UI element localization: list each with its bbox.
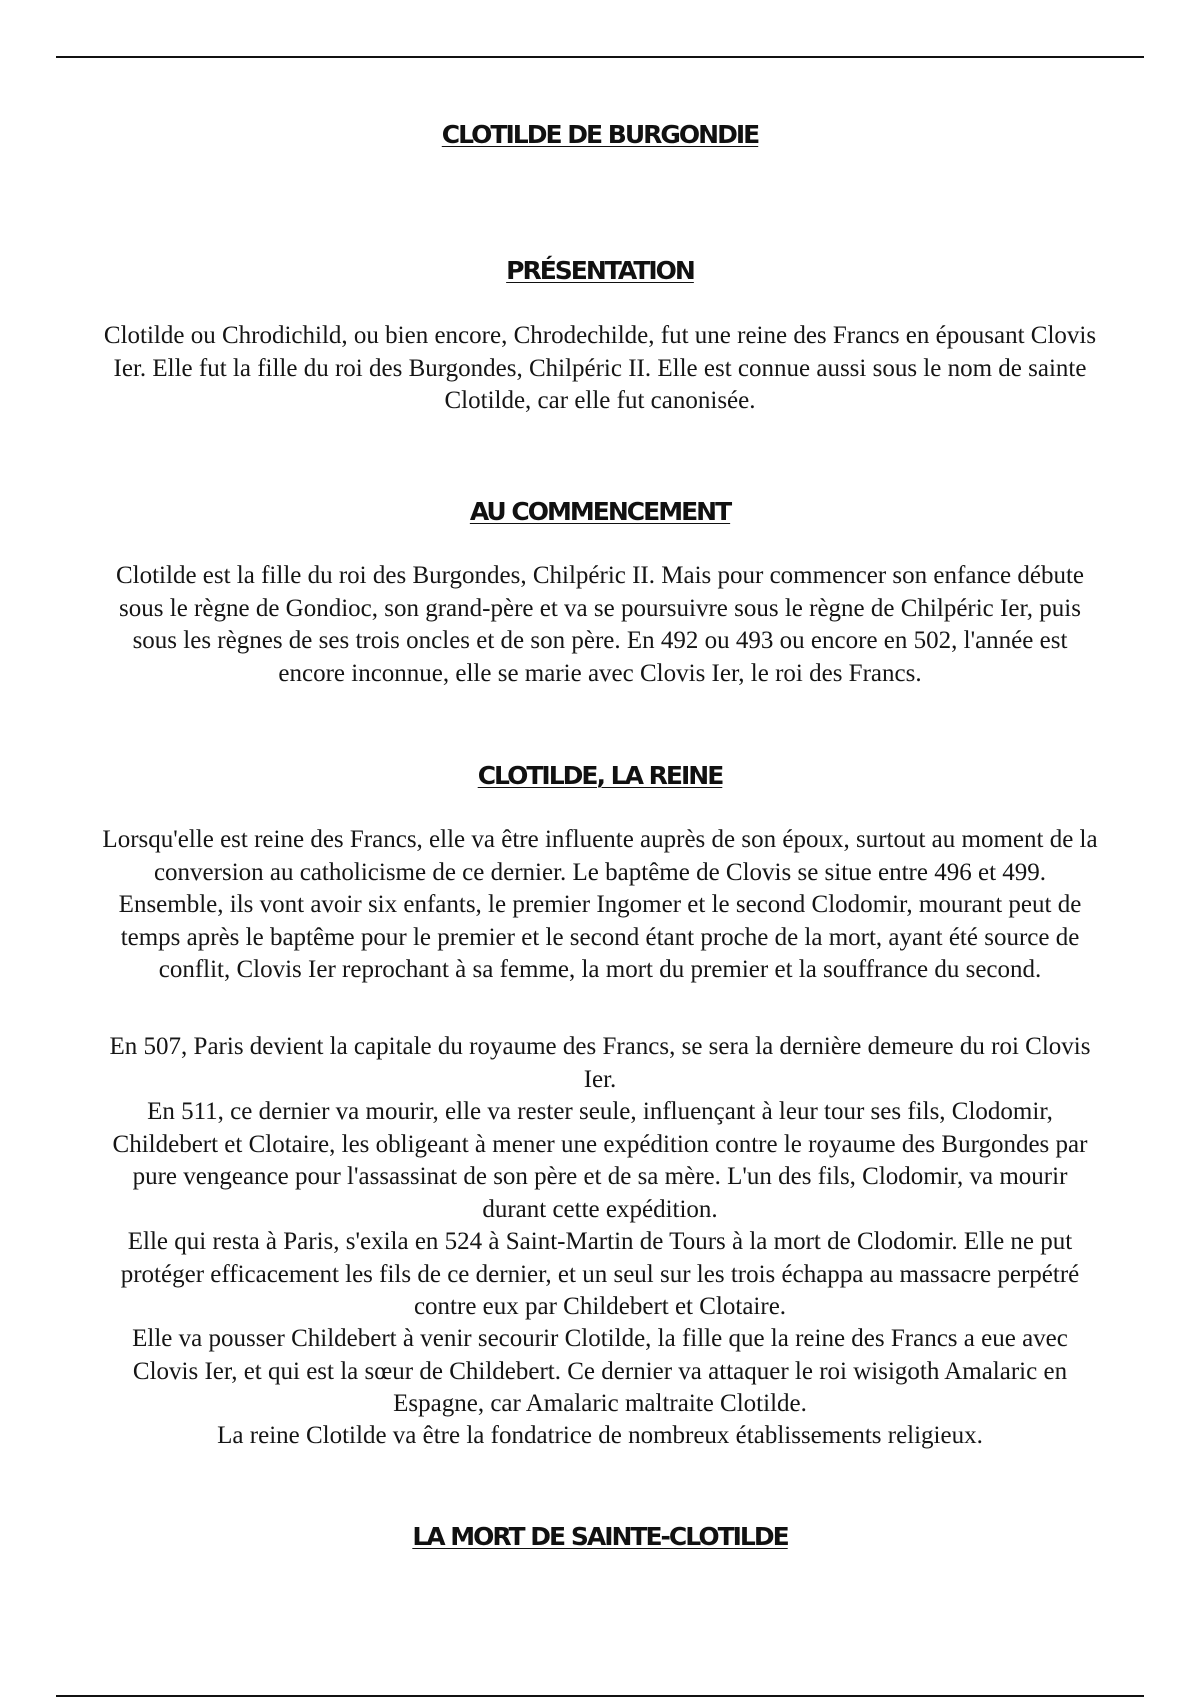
section-heading-la-reine: CLOTILDE, LA REINE: [477, 761, 723, 790]
document-title: CLOTILDE DE BURGONDIE: [441, 120, 759, 149]
reine-paragraph-4: Elle qui resta à Paris, s'exila en 524 à Saint-Martin de Tours à la mort de Clodomir. Elle ne put protéger efficacement les fils de ce dernier, et un seul sur les trois échappa au massacre perpétré contre eux par Childebert et Clotaire.: [120, 1228, 1080, 1320]
section-heading-au-commencement: AU COMMENCEMENT: [469, 497, 731, 526]
top-rule: [56, 56, 1144, 58]
reine-paragraph-5: Elle va pousser Childebert à venir secourir Clotilde, la fille que la reine des Francs a eue avec Clovis Ier, et qui est la sœur de Childebert. Ce dernier va attaquer le roi wisigoth Amalaric en Espagne, car Amalaric maltraite Clotilde.: [132, 1325, 1068, 1417]
reine-paragraph-6: La reine Clotilde va être la fondatrice de nombreux établissements religieux.: [217, 1422, 983, 1449]
section-heading-la-mort: LA MORT DE SAINTE-CLOTILDE: [412, 1522, 788, 1551]
commencement-paragraph: Clotilde est la fille du roi des Burgondes, Chilpéric II. Mais pour commencer son enfance débute sous le règne de Gondioc, son grand-père et va se poursuivre sous le règne de Chilpéric Ier, puis sous les règnes de ses trois oncles et de son père. En 492 ou 493 ou encore en 502, l'année est encore inconnue, elle se marie avec Clovis Ier, le roi des Francs.: [115, 562, 1085, 687]
presentation-paragraph: Clotilde ou Chrodichild, ou bien encore, Chrodechilde, fut une reine des Francs en épousant Clovis Ier. Elle fut la fille du roi des Burgondes, Chilpéric II. Elle est connue aussi sous le nom de sainte Clotilde, car elle fut canonisée.: [103, 322, 1097, 414]
reine-paragraph-2: En 507, Paris devient la capitale du royaume des Francs, se sera la dernière demeure du roi Clovis Ier.: [109, 1033, 1091, 1093]
section-heading-presentation: PRÉSENTATION: [506, 256, 694, 285]
reine-paragraph-1: Lorsqu'elle est reine des Francs, elle va être influente auprès de son époux, surtout au moment de la conversion au catholicisme de ce dernier. Le baptême de Clovis se situe entre 496 et 499. Ensemble, ils vont avoir six enfants, le premier Ingomer et le second Clodomir, mourant peut de temps après le baptême pour le premier et le second étant proche de la mort, ayant été source de conflit, Clovis Ier reprochant à sa femme, la mort du premier et la souffrance du second.: [102, 826, 1098, 983]
bottom-rule: [56, 1695, 1144, 1697]
reine-paragraph-3: En 511, ce dernier va mourir, elle va rester seule, influençant à leur tour ses fils, Clodomir, Childebert et Clotaire, les obligeant à mener une expédition contre le royaume des Burgondes par pure vengeance pour l'assassinat de son père et de sa mère. L'un des fils, Clodomir, va mourir durant cette expédition.: [112, 1098, 1088, 1223]
